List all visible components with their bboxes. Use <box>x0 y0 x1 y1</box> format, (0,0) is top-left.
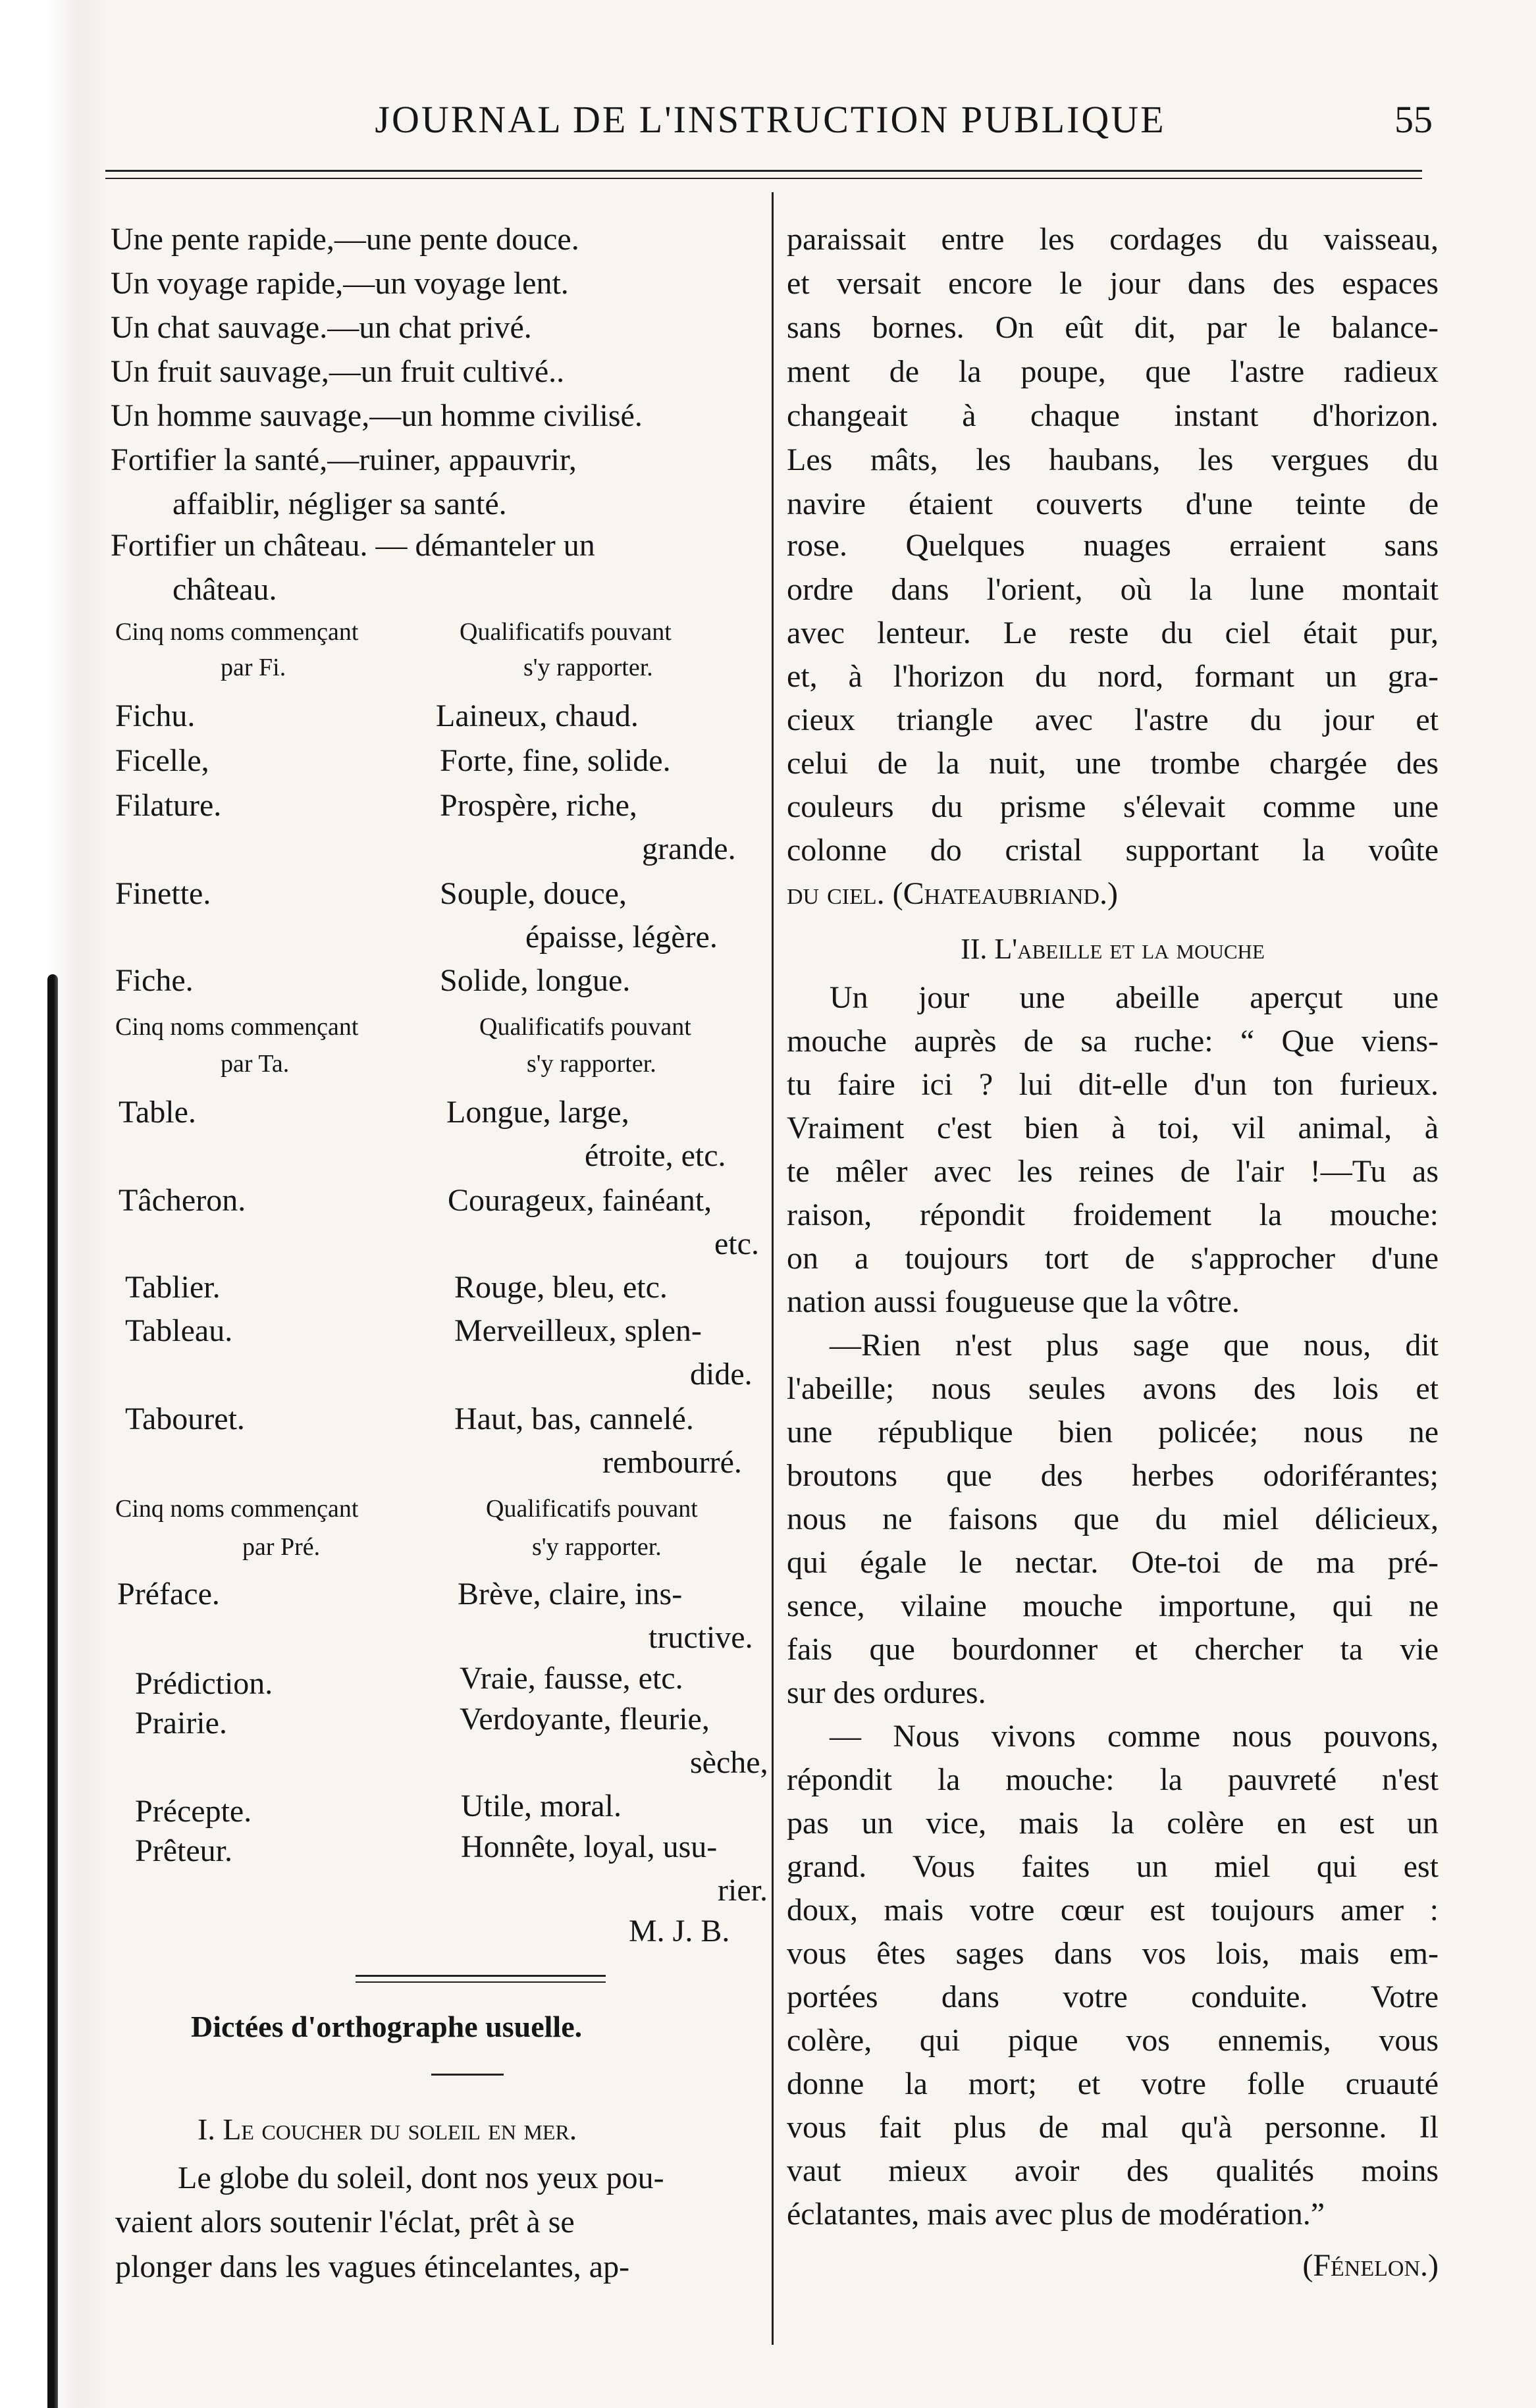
text-line: te mêler avec les reines de l'air !—Tu as <box>787 1154 1439 1189</box>
running-head: JOURNAL DE L'INSTRUCTION PUBLIQUE <box>375 98 1166 141</box>
qualifiers: grande. <box>642 831 736 866</box>
separator-rule <box>356 1981 606 1983</box>
text-line: du ciel. (Chateaubriand.) <box>787 876 1118 911</box>
text-line: colonne do cristal supportant la voûte <box>787 833 1439 868</box>
group-caption-right: Qualificatifs pouvant <box>486 1495 698 1523</box>
text-line: paraissait entre les cordages du vaisseau, <box>787 222 1439 257</box>
separator-rule <box>431 2074 504 2076</box>
noun: Prêteur. <box>135 1833 232 1868</box>
text-line: doux, mais votre cœur est toujours amer : <box>787 1893 1439 1927</box>
page-number: 55 <box>1394 98 1433 141</box>
group-caption-right: Qualificatifs pouvant <box>460 618 672 646</box>
text-line: fais que bourdonner et chercher ta vie <box>787 1632 1439 1667</box>
noun: Tâcheron. <box>119 1183 246 1218</box>
noun: Précepte. <box>135 1794 252 1829</box>
text-line: grand. Vous faites un miel qui est <box>787 1849 1439 1884</box>
text-line: nation aussi fougueuse que la vôtre. <box>787 1284 1240 1319</box>
text-line: raison, répondit froidement la mouche: <box>787 1197 1439 1232</box>
text-line: et versait encore le jour dans des espaces <box>787 266 1439 301</box>
group-caption-right: s'y rapporter. <box>527 1050 656 1078</box>
text-line: Un fruit sauvage,—un fruit cultivé.. <box>111 354 565 389</box>
text-line: Un homme sauvage,—un homme civilisé. <box>111 398 643 433</box>
attribution: (Fénelon.) <box>1302 2248 1439 2283</box>
text-line: avec lenteur. Le reste du ciel était pur, <box>787 615 1439 650</box>
qualifiers: épaisse, légère. <box>525 920 718 955</box>
group-caption-left: Cinq noms commençant <box>115 618 359 646</box>
group-caption-right: s'y rapporter. <box>523 654 653 681</box>
text-line: Fortifier la santé,—ruiner, appauvrir, <box>111 442 577 477</box>
text-line: plonger dans les vagues étincelantes, ap- <box>115 2249 630 2284</box>
qualifiers: rembourré. <box>602 1445 742 1480</box>
text-line: sur des ordures. <box>787 1675 986 1710</box>
text-line: pas un vice, mais la colère en est un <box>787 1806 1439 1841</box>
group-caption-left: par Ta. <box>221 1050 290 1078</box>
text-line: mouche auprès de sa ruche: “ Que viens- <box>787 1024 1439 1059</box>
page-header <box>0 0 1536 171</box>
noun: Table. <box>119 1095 196 1130</box>
signature: M. J. B. <box>629 1914 730 1949</box>
qualifiers: Courageux, fainéant, <box>448 1183 712 1218</box>
text-line: rose. Quelques nuages erraient sans <box>787 528 1439 563</box>
qualifiers: etc. <box>714 1226 759 1261</box>
qualifiers: Vraie, fausse, etc. <box>460 1661 683 1696</box>
header-rule-top <box>105 170 1422 172</box>
text-line: Fortifier un château. — démanteler un <box>111 528 595 563</box>
qualifiers: Verdoyante, fleurie, <box>460 1702 710 1737</box>
qualifiers: Forte, fine, solide. <box>440 743 671 778</box>
qualifiers: étroite, etc. <box>585 1138 726 1173</box>
text-line: cieux triangle avec l'astre du jour et <box>787 702 1439 737</box>
text-line: colère, qui pique vos ennemis, vous <box>787 2023 1439 2058</box>
noun: Filature. <box>115 788 222 823</box>
text-line: navire étaient couverts d'une teinte de <box>787 486 1439 521</box>
noun: Tabouret. <box>125 1401 245 1436</box>
group-caption-right: Qualificatifs pouvant <box>479 1013 691 1041</box>
qualifiers: Souple, douce, <box>440 876 627 911</box>
text-line: donne la mort; et votre folle cruauté <box>787 2066 1439 2101</box>
qualifiers: Prospère, riche, <box>440 788 637 823</box>
group-caption-left: Cinq noms commençant <box>115 1013 359 1041</box>
text-line: Un chat sauvage.—un chat privé. <box>111 310 532 345</box>
text-line: sans bornes. On eût dit, par le balance- <box>787 310 1439 345</box>
noun: Fichu. <box>115 698 196 733</box>
text-line: changeait à chaque instant d'horizon. <box>787 398 1439 433</box>
text-line: vaient alors soutenir l'éclat, prêt à se <box>115 2205 575 2239</box>
text-line: qui égale le nectar. Ote-toi de ma pré- <box>787 1545 1439 1580</box>
column-divider <box>772 192 774 2345</box>
qualifiers: Brève, claire, ins- <box>458 1577 683 1611</box>
qualifiers: Solide, longue. <box>440 963 631 998</box>
binding-edge <box>47 974 58 2408</box>
noun: Tableau. <box>125 1313 233 1348</box>
text-line: —Rien n'est plus sage que nous, dit <box>830 1328 1439 1363</box>
qualifiers: rier. <box>718 1873 768 1908</box>
text-line: couleurs du prisme s'élevait comme une <box>787 789 1439 824</box>
qualifiers: Longue, large, <box>446 1095 629 1130</box>
text-line: affaiblir, négliger sa santé. <box>172 486 507 521</box>
dictee-title: I. Le coucher du soleil en mer. <box>198 2112 577 2146</box>
qualifiers: Utile, moral. <box>461 1789 622 1823</box>
noun: Préface. <box>117 1577 220 1611</box>
group-caption-left: par Fi. <box>221 654 286 681</box>
text-line: — Nous vivons comme nous pouvons, <box>830 1719 1439 1754</box>
text-line: broutons que des herbes odoriférantes; <box>787 1458 1439 1493</box>
noun: Fiche. <box>115 963 194 998</box>
group-caption-left: Cinq noms commençant <box>115 1495 359 1523</box>
text-line: éclatantes, mais avec plus de modération.” <box>787 2197 1325 2232</box>
header-rule-bottom <box>105 178 1422 179</box>
text-line: Un jour une abeille aperçut une <box>830 980 1439 1015</box>
text-line: ordre dans l'orient, où la lune montait <box>787 572 1439 607</box>
text-line: vous êtes sages dans vos lois, mais em- <box>787 1936 1439 1971</box>
text-line: vaut mieux avoir des qualités moins <box>787 2153 1439 2188</box>
text-line: Une pente rapide,—une pente douce. <box>111 222 579 257</box>
text-line: Le globe du soleil, dont nos yeux pou- <box>178 2160 664 2195</box>
text-line: celui de la nuit, une trombe chargée des <box>787 746 1439 781</box>
group-caption-left: par Pré. <box>242 1533 321 1561</box>
section-title: Dictées d'orthographe usuelle. <box>191 2010 583 2043</box>
text-line: portées dans votre conduite. Votre <box>787 1979 1439 2014</box>
dictee-title: II. L'abeille et la mouche <box>961 933 1265 965</box>
text-line: sence, vilaine mouche importune, qui ne <box>787 1588 1439 1623</box>
qualifiers: Merveilleux, splen- <box>454 1313 702 1348</box>
text-line: Les mâts, les haubans, les vergues du <box>787 442 1439 477</box>
text-line: répondit la mouche: la pauvreté n'est <box>787 1762 1439 1797</box>
qualifiers: sèche, <box>690 1745 768 1780</box>
noun: Prédiction. <box>135 1666 273 1701</box>
text-line: château. <box>172 572 277 607</box>
qualifiers: tructive. <box>649 1620 753 1655</box>
noun: Ficelle, <box>115 743 209 778</box>
text-line: et, à l'horizon du nord, formant un gra- <box>787 659 1439 694</box>
noun: Finette. <box>115 876 211 911</box>
separator-rule <box>356 1975 606 1977</box>
text-line: tu faire ici ? lui dit-elle d'un ton furieux. <box>787 1067 1439 1102</box>
qualifiers: dide. <box>690 1357 753 1392</box>
text-line: on a toujours tort de s'approcher d'une <box>787 1241 1439 1276</box>
text-line: vous fait plus de mal qu'à personne. Il <box>787 2110 1439 2145</box>
text-line: ment de la poupe, que l'astre radieux <box>787 354 1439 389</box>
noun: Tablier. <box>125 1270 221 1305</box>
text-line: Un voyage rapide,—un voyage lent. <box>111 266 569 301</box>
text-line: Vraiment c'est bien à toi, vil animal, à <box>787 1111 1439 1145</box>
text-line: une république bien policée; nous ne <box>787 1415 1439 1450</box>
text-line: nous ne faisons que du miel délicieux, <box>787 1502 1439 1536</box>
qualifiers: Laineux, chaud. <box>436 698 639 733</box>
qualifiers: Haut, bas, cannelé. <box>454 1401 694 1436</box>
text-line: l'abeille; nous seules avons des lois et <box>787 1371 1439 1406</box>
qualifiers: Rouge, bleu, etc. <box>454 1270 668 1305</box>
noun: Prairie. <box>135 1706 227 1741</box>
qualifiers: Honnête, loyal, usu- <box>461 1829 718 1864</box>
group-caption-right: s'y rapporter. <box>532 1533 662 1561</box>
